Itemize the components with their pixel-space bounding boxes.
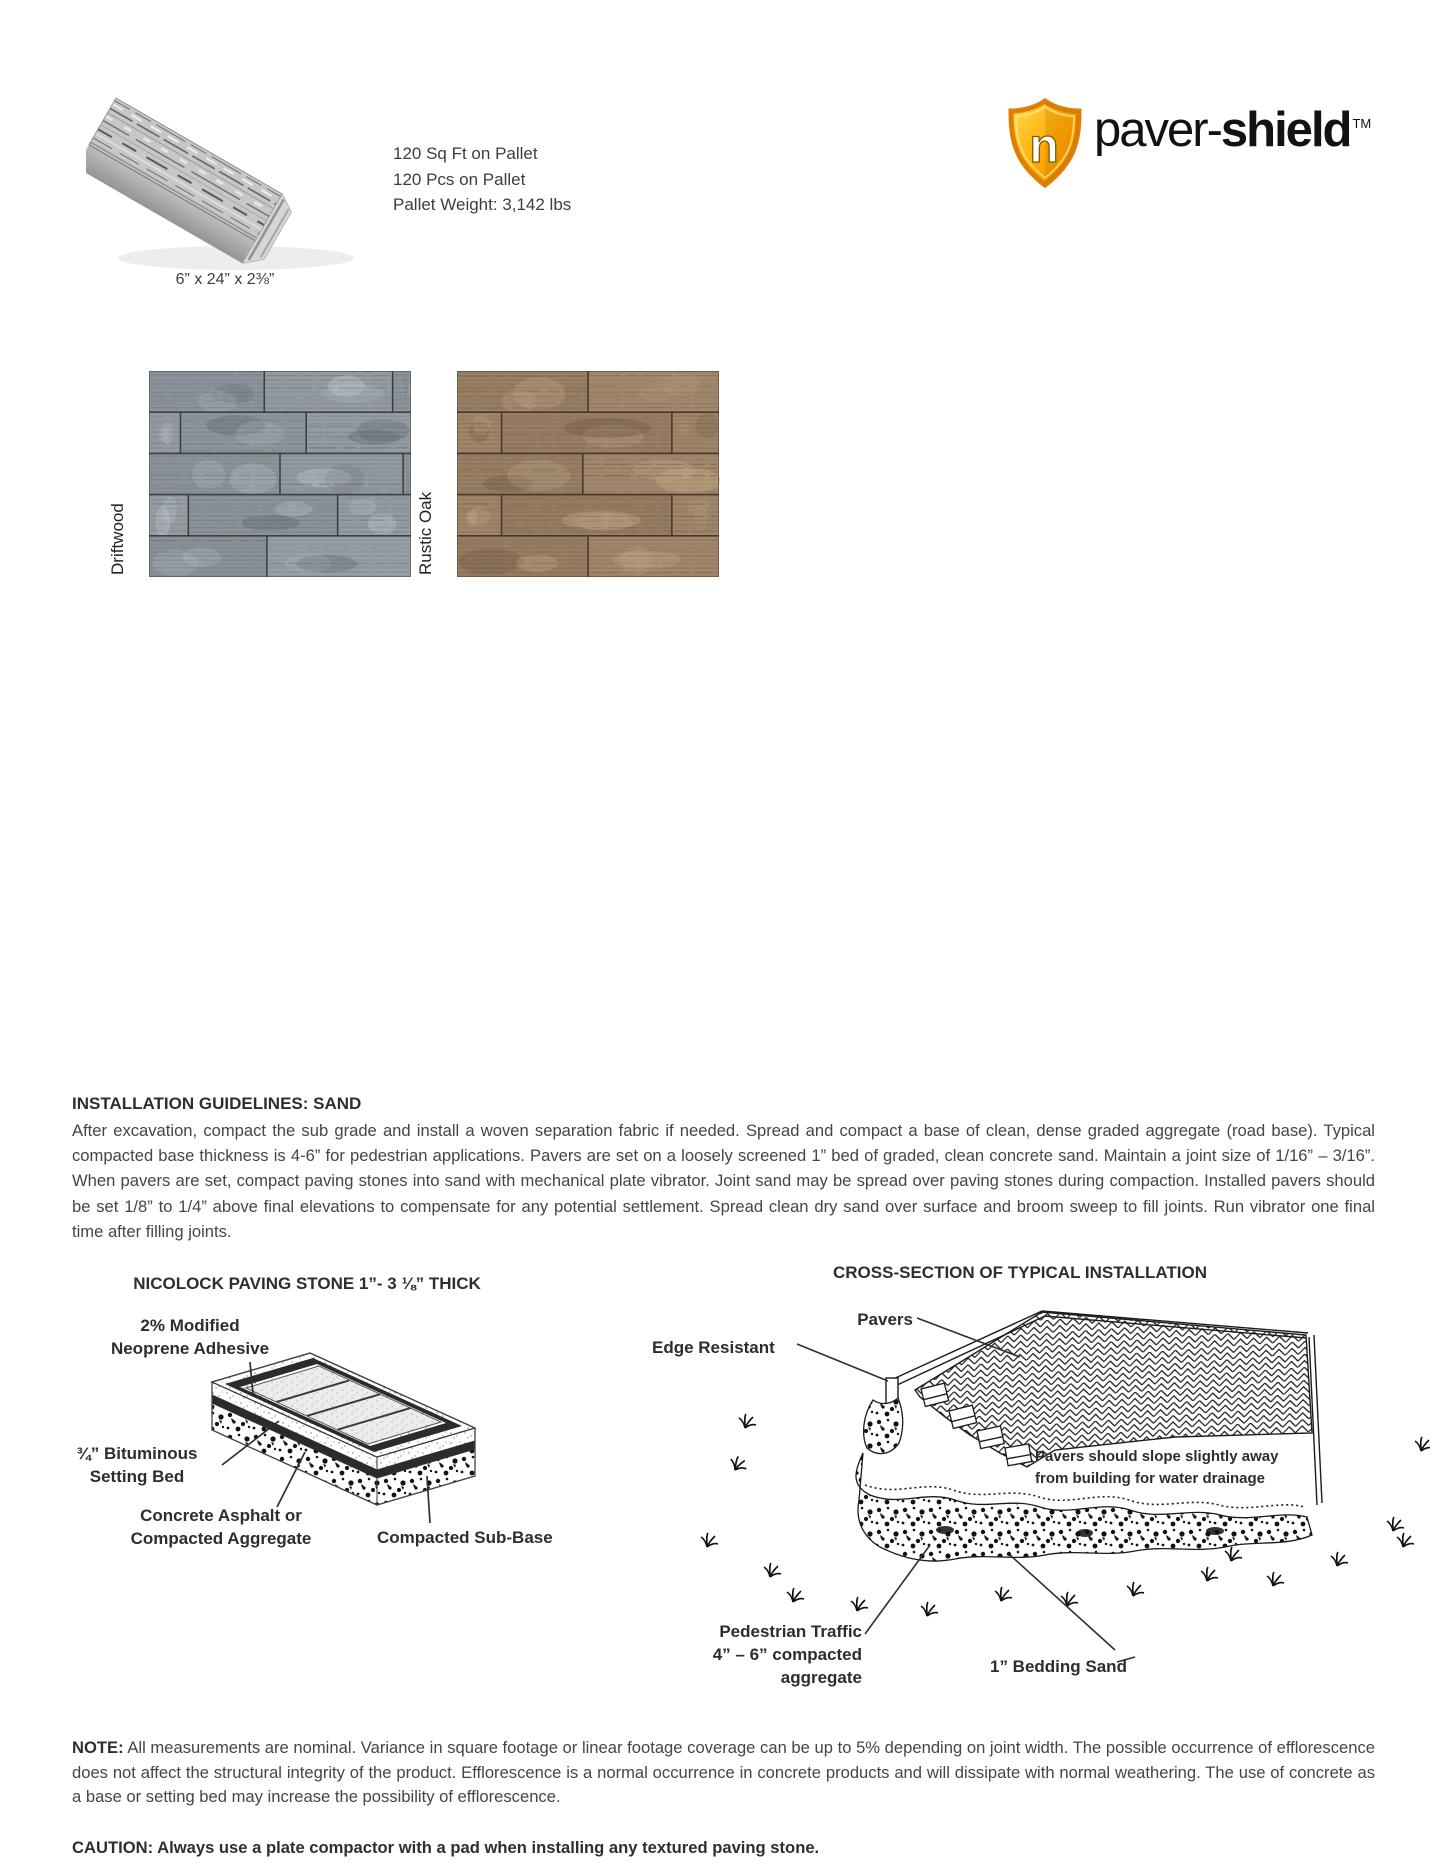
label-pavers: Pavers [857,1310,913,1329]
diagram-left-title: NICOLOCK PAVING STONE 1”- 3 ⅛” THICK [133,1274,481,1293]
trademark-symbol: TM [1352,116,1372,131]
diagram-right-title: CROSS-SECTION OF TYPICAL INSTALLATION [833,1263,1207,1282]
shield-icon [1006,98,1084,188]
label-pedestrian-traffic: Pedestrian Traffic 4” – 6” compacted aggregate [712,1622,862,1687]
pallet-pcs: 120 Pcs on Pallet [393,169,526,189]
swatch-rustic-oak [456,371,720,577]
caution-line: CAUTION: Always use a plate compactor with a pad when installing any textured paving stone. [72,1838,820,1857]
note-text: All measurements are nominal. Variance in square footage or linear footage coverage can be up to 5% depending on joint width. The possible occurrence of efflorescence does not affect the structural integrity of the product. Efflorescence is a normal occurrence in concrete products and will dissipate with normal weathering. The use of concrete as a base or setting bed may increase the possibility of efflorescence. [72,1738,1375,1807]
product-dimensions: 6” x 24” x 2⅜” [175,271,275,288]
logo-text-regular: paver- [1094,103,1221,157]
note-paragraph [72,1736,1375,1810]
swatch-label-driftwood: Driftwood [108,503,127,575]
note-label: NOTE: [72,1738,124,1757]
label-slope-note: Pavers should slope slightly away from building for water drainage [1035,1448,1279,1487]
paver-shield-logo [1006,98,1371,188]
pallet-sqft: 120 Sq Ft on Pallet [393,144,538,163]
label-bedding-sand: 1” Bedding Sand [990,1657,1127,1676]
label-bituminous-setting-bed: ¾” Bituminous Setting Bed [76,1444,198,1486]
logo-text-bold: shield [1220,103,1351,157]
pallet-weight: Pallet Weight: 3,142 lbs [393,195,572,214]
swatch-driftwood [148,371,412,577]
pallet-info [393,141,571,218]
product-photo-plank-paver [86,84,358,279]
guidelines-body: After excavation, compact the sub grade and install a woven separation fabric if needed. Spread and compact a base of clean, dense graded aggregate (road base). Typical compacted base thickness is 4-6” for pedestrian applications. Pavers are set on a loosely screened 1” bed of graded, clean concrete sand. Maintain a joint size of 1/16” – 3/16”. When pavers are set, compact paving stones into sand with mechanical plate vibrator. Joint sand may be spread over paving stones during compaction. Installed pavers should be set 1/8” to 1/4” above final elevations to compensate for any potential settlement. Spread clean dry sand over surface and broom sweep to fill joints. Run vibrator one final time after filling joints. [72,1121,1375,1241]
guidelines-heading: INSTALLATION GUIDELINES: SAND [72,1094,362,1113]
label-neoprene-adhesive: 2% Modified Neoprene Adhesive [110,1316,270,1358]
swatch-label-rustic-oak: Rustic Oak [416,491,435,575]
label-compacted-sub-base: Compacted Sub-Base [377,1528,553,1547]
label-edge-resistant: Edge Resistant [652,1338,775,1357]
label-concrete-aggregate: Concrete Asphalt or Compacted Aggregate [130,1506,312,1548]
logo-wordmark [1094,103,1372,157]
svg-text:n: n [1029,120,1059,173]
